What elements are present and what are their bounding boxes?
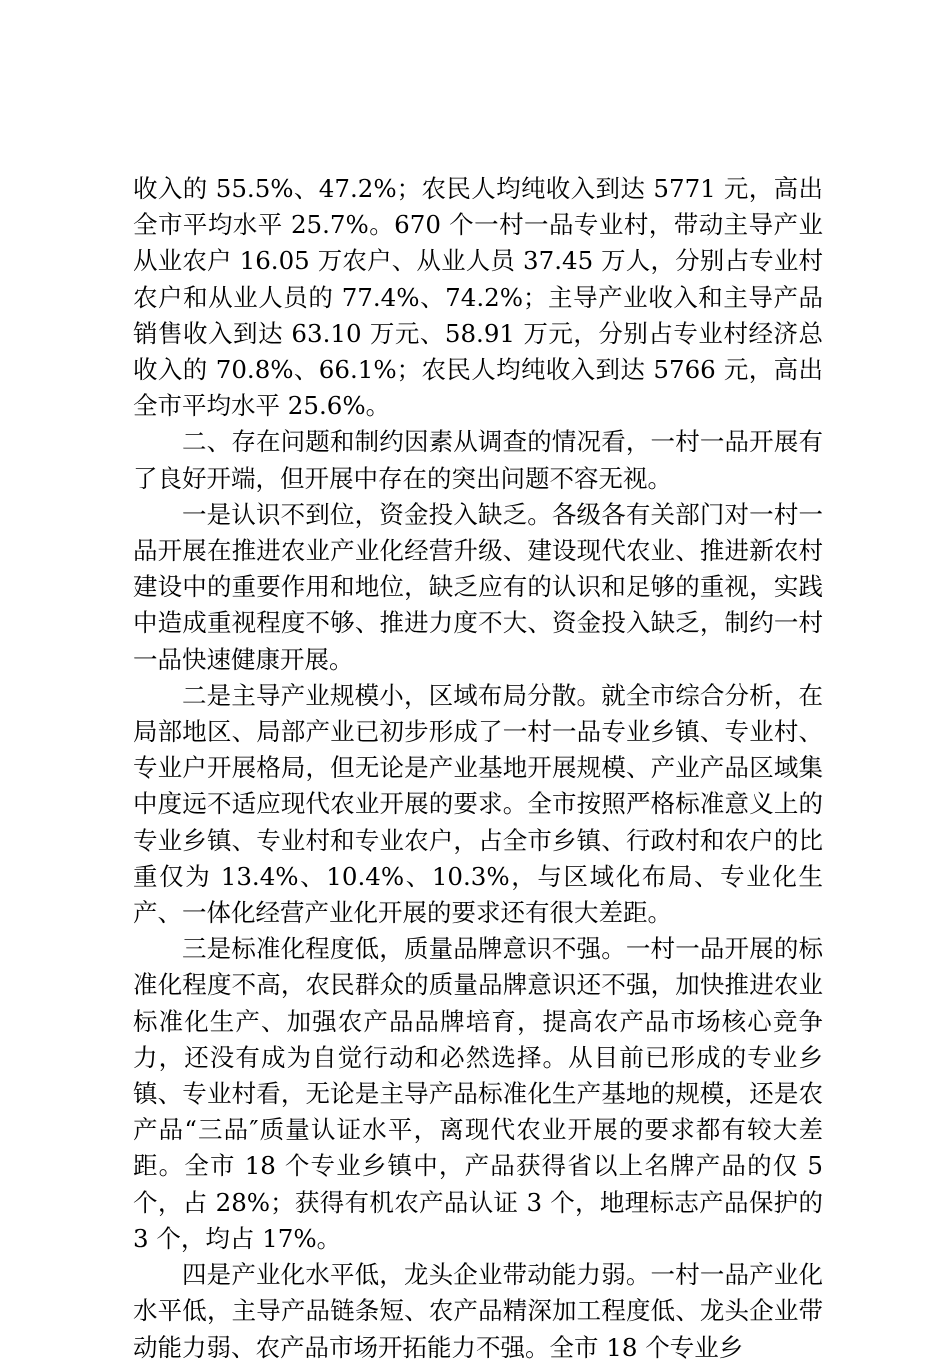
paragraph-problem-1: 一是认识不到位，资金投入缺乏。各级各有关部门对一村一品开展在推进农业产业化经营升级、建设现代农业、推进新农村建设中的重要作用和地位，缺乏应有的认识和足够的重视，实践中造成重视程度不够、推进力度不大、资金投入缺乏，制约一村一品快速健康开展。 — [133, 499, 823, 674]
paragraph-problem-4: 四是产业化水平低，龙头企业带动能力弱。一村一品产业化水平低，主导产品链条短、农产品精深加工程度低、龙头企业带动能力弱、农产品市场开拓能力不强。全市 18 个专业乡 — [133, 1260, 823, 1362]
paragraph-continuation: 收入的 55.5%、47.2%；农民人均纯收入到达 5771 元，高出全市平均水平 25.7%。670 个一村一品专业村，带动主导产业从业农户 16.05 万农户、从业人员 37.45 万人，分别占专业村农户和从业人员的 77.4%、74.2%；主导产业收入和主导产品销售收入到达 63.10 万元、58.91 万元，分别占专业村经济总收入的 70.8%、66.1%；农民人均纯收入到达 5766 元，高出全市平均水平 25.6%。 — [133, 174, 823, 421]
paragraph-section-heading: 二、存在问题和制约因素从调查的情况看，一村一品开展有了良好开端，但开展中存在的突出问题不容无视。 — [133, 427, 823, 493]
paragraph-problem-2: 二是主导产业规模小，区域布局分散。就全市综合分析，在局部地区、局部产业已初步形成了一村一品专业乡镇、专业村、专业户开展格局，但无论是产业基地开展规模、产业产品区域集中度远不适应现代农业开展的要求。全市按照严格标准意义上的专业乡镇、专业村和专业农户，占全市乡镇、行政村和农户的比重仅为 13.4%、10.4%、10.3%，与区域化布局、专业化生产、一体化经营产业化开展的要求还有很大差距。 — [133, 680, 823, 928]
document-body — [133, 171, 823, 1366]
paragraph-problem-3: 三是标准化程度低，质量品牌意识不强。一村一品开展的标准化程度不高，农民群众的质量品牌意识还不强，加快推进农业标准化生产、加强农产品品牌培育，提高农产品市场核心竞争力，还没有成为自觉行动和必然选择。从目前已形成的专业乡镇、专业村看，无论是主导产品标准化生产基地的规模，还是农产品“三品″质量认证水平，离现代农业开展的要求都有较大差距。全市 18 个专业乡镇中，产品获得省以上名牌产品的仅 5 个，占 28%；获得有机农产品认证 3 个，地理标志产品保护的 3 个，均占 17%。 — [133, 934, 823, 1253]
